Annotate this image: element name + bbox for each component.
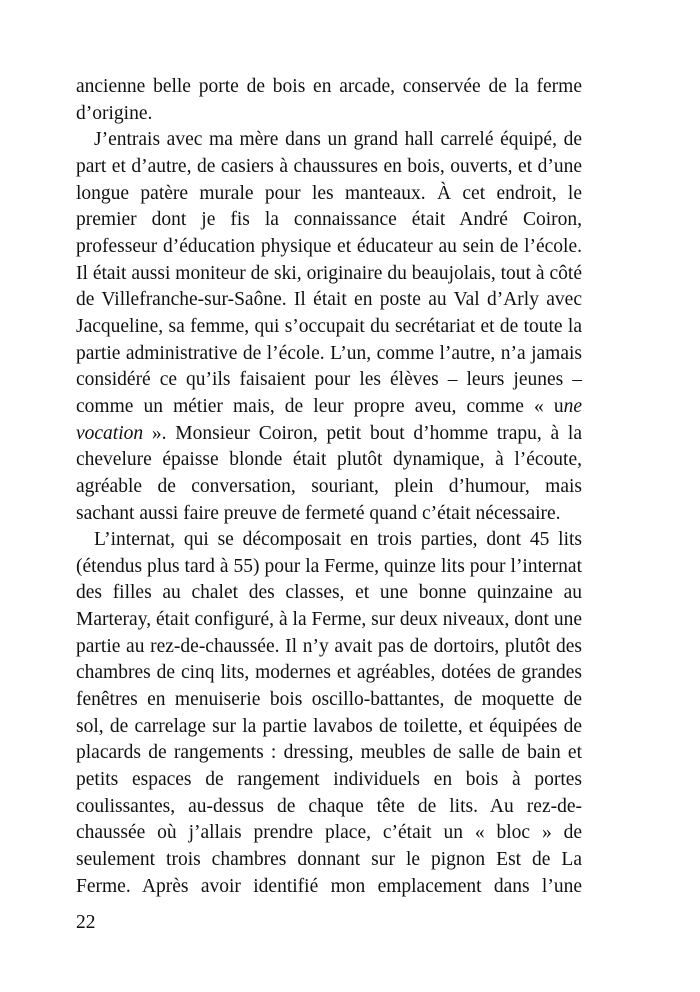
paragraph-hall-description [76,127,582,527]
page-number: 22 [76,912,96,933]
paragraph-text-after-italic: ». Monsieur Coiron, petit bout d’homme trapu, à la chevelure épaisse blonde était plutôt dynamique, à l’écoute, agréable de conversation, souriant, plein d’humour, mais sachant aussi faire preuve de fermeté quand c’était nécessaire. [76,422,582,524]
paragraph-continuation: ancienne belle porte de bois en arcade, conservée de la ferme d’origine. [76,76,582,124]
paragraph-internat: L’internat, qui se décomposait en trois parties, dont 45 lits (étendus plus tard à 55) pour la Ferme, quinze lits pour l’internat des filles au chalet des classes, et une bonne quinzaine au Marteray, était configuré, à la Ferme, sur deux niveaux, dont une partie au rez-de-chaussée. Il n’y avait pas de dortoirs, plutôt des chambres de cinq lits, modernes et agréables, dotées de grandes fenêtres en menuiserie bois oscillo-battantes, de moquette de sol, de carrelage sur la partie lavabos de toilette, et équipées de placards de rangements : dressing, meubles de salle de bain et petits espaces de rangement individuels en bois à portes coulissantes, au-dessus de chaque tête de lits. Au rez-de-chaussée où j’allais prendre place, c’était un « bloc » de seulement trois chambres donnant sur le pignon Est de La Ferme. Après avoir identifié mon emplacement dans l’une [76,529,582,897]
body-text [76,74,582,900]
paragraph-text-before-italic: J’entrais avec ma mère dans un grand hall carrelé équipé, de part et d’autre, de casiers à chaussures en bois, ouverts, et d’une longue patère murale pour les manteaux. À cet endroit, le premier dont je fis la connaissance était André Coiron, professeur d’éducation physique et éducateur au sein de l’école. Il était aussi moniteur de ski, originaire du beaujolais, tout à côté de Villefranche-sur-Saône. Il était en poste au Val d’Arly avec Jacqueline, sa femme, qui s’occupait du secrétariat et de toute la partie administrative de l’école. L’un, comme l’autre, n’a jamais considéré ce qu’ils faisaient pour les élèves – leurs jeunes – comme un métier mais, de leur propre aveu, comme « u [76,129,582,417]
italic-phrase: ne vocation [76,395,582,444]
